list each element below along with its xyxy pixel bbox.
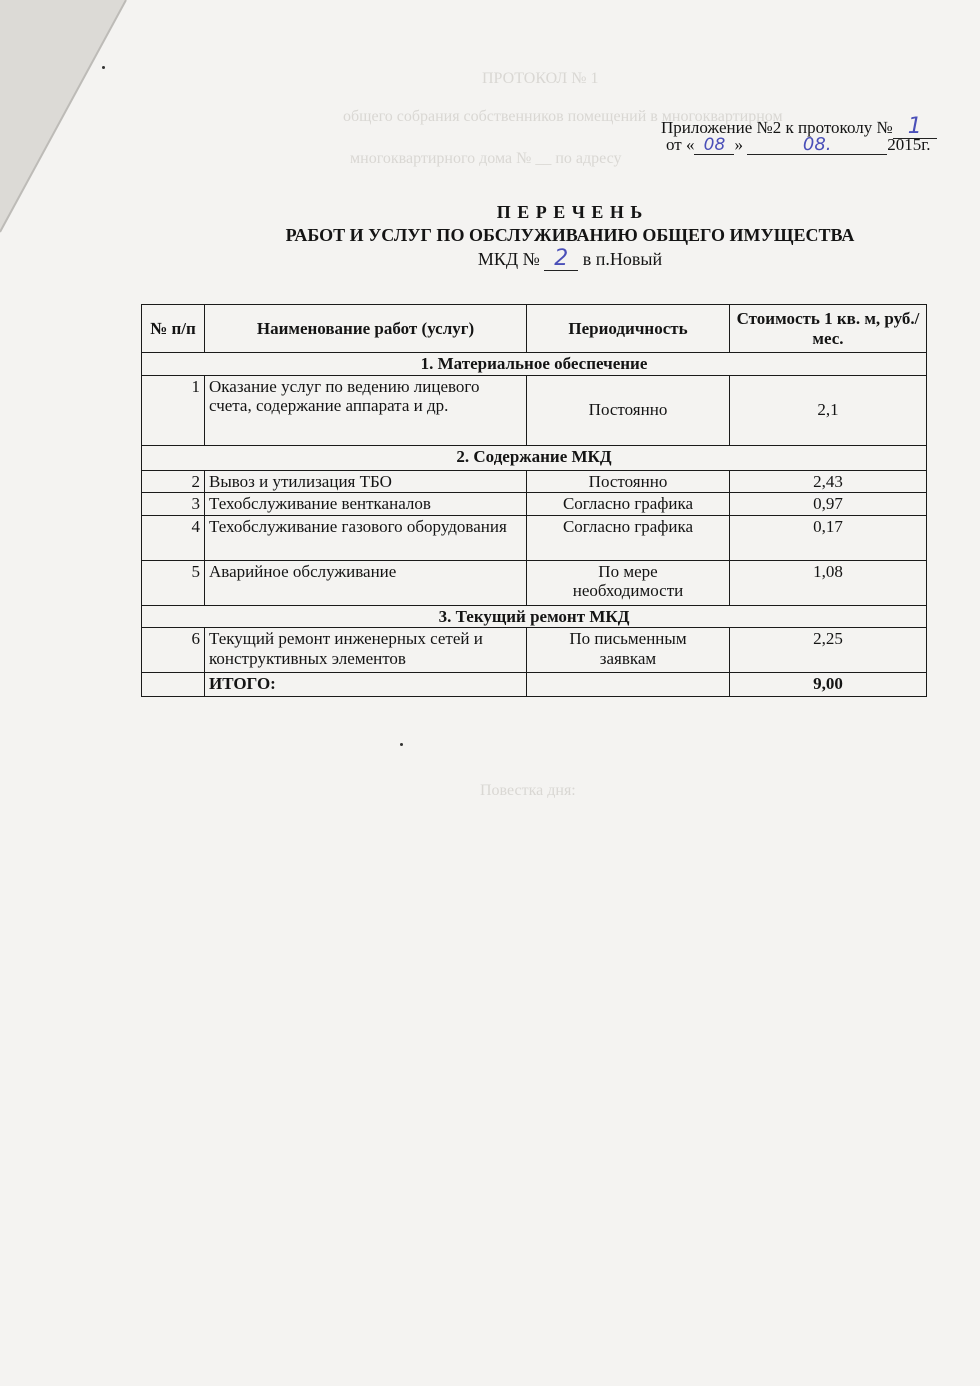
protocol-number: 1 (907, 114, 922, 139)
scan-speck (102, 66, 105, 69)
section-title: 2. Содержание МКД (142, 445, 927, 470)
row-cost: 2,25 (730, 628, 927, 673)
section-row (142, 353, 927, 376)
total-row (142, 673, 927, 697)
row-cost: 2,43 (730, 470, 927, 493)
mkd-number: 2 (554, 246, 569, 271)
appendix-prefix: Приложение №2 к протоколу № (661, 118, 893, 137)
row-cost: 0,97 (730, 493, 927, 516)
row-period: Постоянно (527, 375, 730, 445)
date-month: 08. (802, 134, 832, 155)
date-day-field (694, 136, 734, 155)
header-cost: Стоимость 1 кв. м, руб./мес. (730, 305, 927, 353)
table-row (142, 628, 927, 673)
scan-speck (400, 743, 403, 746)
bleed-through-agenda: Повестка дня: (480, 782, 576, 799)
mkd-line (0, 248, 980, 271)
row-cost: 1,08 (730, 560, 927, 605)
mkd-number-field (544, 248, 578, 271)
date-prefix: от « (666, 135, 695, 154)
row-num: 6 (142, 628, 205, 673)
table-header-row (142, 305, 927, 353)
row-cost: 2,1 (730, 375, 927, 445)
row-name: Техобслуживание газового оборудования (205, 515, 527, 560)
table-row (142, 515, 927, 560)
row-num: 2 (142, 470, 205, 493)
page-subtitle: РАБОТ И УСЛУГ ПО ОБСЛУЖИВАНИЮ ОБЩЕГО ИМУЩЕСТВА (285, 225, 855, 245)
date-day: 08 (703, 135, 726, 155)
section-title: 3. Текущий ремонт МКД (142, 605, 927, 628)
date-separator: » (734, 135, 743, 154)
total-empty-period (527, 673, 730, 697)
mkd-suffix: в п.Новый (582, 249, 663, 269)
row-num: 5 (142, 560, 205, 605)
row-name: Вывоз и утилизация ТБО (205, 470, 527, 493)
table-row (142, 470, 927, 493)
header-name: Наименование работ (услуг) (205, 305, 527, 353)
row-period: Согласно графика (527, 493, 730, 516)
row-name: Текущий ремонт инженерных сетей и конструктивных элементов (205, 628, 527, 673)
row-num: 3 (142, 493, 205, 516)
row-period: Постоянно (527, 470, 730, 493)
bleed-through-line-2: многоквартирного дома № __ по адресу (350, 150, 622, 167)
total-value: 9,00 (730, 673, 927, 697)
mkd-prefix: МКД № (477, 249, 540, 269)
appendix-date (666, 136, 931, 155)
row-period: Согласно графика (527, 515, 730, 560)
services-table (141, 304, 927, 697)
section-title: 1. Материальное обеспечение (142, 353, 927, 376)
row-name: Аварийное обслуживание (205, 560, 527, 605)
table-row (142, 560, 927, 605)
row-period: По мере необходимости (527, 560, 730, 605)
row-cost: 0,17 (730, 515, 927, 560)
table-row (142, 493, 927, 516)
date-year: 2015г. (887, 135, 931, 154)
section-row (142, 605, 927, 628)
bleed-through-line-1: общего собрания собственников помещений в многоквартирном (343, 108, 783, 125)
row-name: Оказание услуг по ведению лицевого счета, содержание аппарата и др. (205, 375, 527, 445)
table-row (142, 375, 927, 445)
row-num: 1 (142, 375, 205, 445)
header-num: № п/п (142, 305, 205, 353)
total-empty-num (142, 673, 205, 697)
row-name: Техобслуживание вентканалов (205, 493, 527, 516)
row-period: По письменным заявкам (527, 628, 730, 673)
section-row (142, 445, 927, 470)
row-num: 4 (142, 515, 205, 560)
total-label: ИТОГО: (205, 673, 527, 697)
page-title: П Е Р Е Ч Е Н Ь (496, 202, 644, 222)
bleed-through-title: ПРОТОКОЛ № 1 (482, 70, 599, 87)
header-period: Периодичность (527, 305, 730, 353)
date-month-field (747, 136, 887, 155)
